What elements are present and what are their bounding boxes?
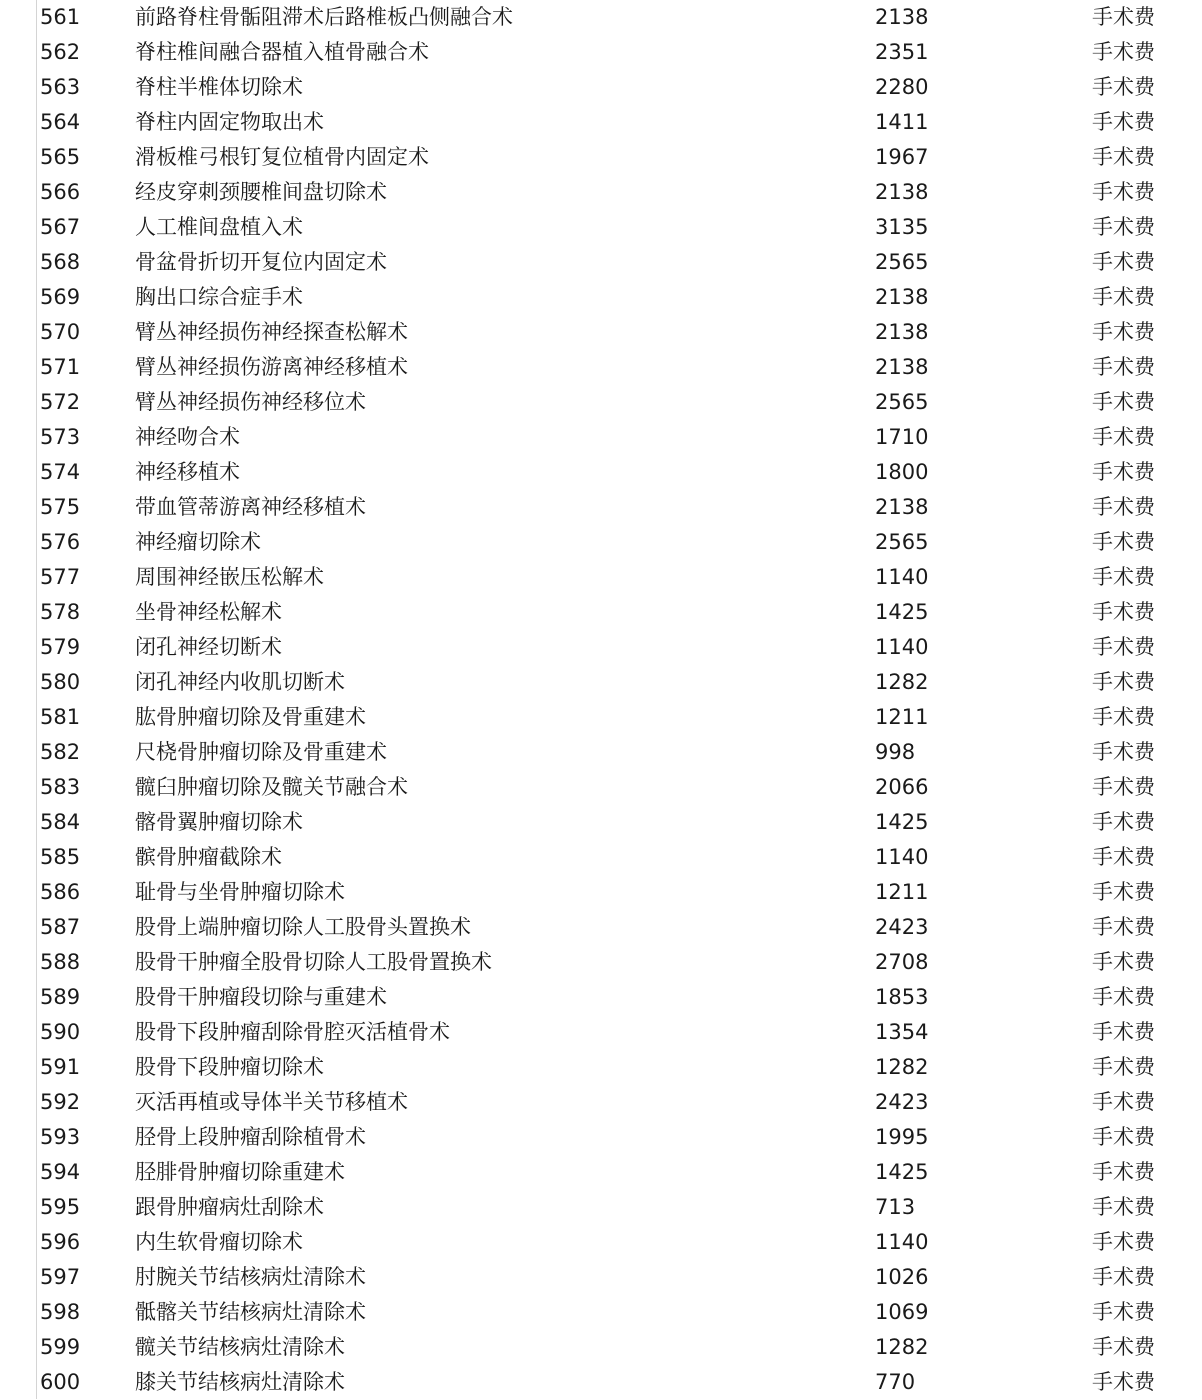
price-value: 2708 [875,950,929,974]
item-number: 583 [40,775,81,799]
procedure-name: 臂丛神经损伤游离神经移植术 [135,355,408,379]
item-number: 573 [40,425,81,449]
price-value: 3135 [875,215,929,239]
table-row [0,945,1202,980]
fee-category: 手术费 [1092,460,1155,484]
fee-category: 手术费 [1092,180,1155,204]
fee-category: 手术费 [1092,145,1155,169]
fee-category: 手术费 [1092,5,1155,29]
fee-category: 手术费 [1092,670,1155,694]
fee-category: 手术费 [1092,1335,1155,1359]
fee-category: 手术费 [1092,775,1155,799]
fee-category: 手术费 [1092,845,1155,869]
procedure-name: 髋关节结核病灶清除术 [135,1335,345,1359]
fee-category: 手术费 [1092,565,1155,589]
item-number: 590 [40,1020,81,1044]
fee-category: 手术费 [1092,390,1155,414]
procedure-name: 胸出口综合症手术 [135,285,303,309]
table-row [0,245,1202,280]
item-number: 599 [40,1335,81,1359]
price-value: 2351 [875,40,929,64]
table-row [0,1190,1202,1225]
procedure-name: 神经瘤切除术 [135,530,261,554]
procedure-name: 内生软骨瘤切除术 [135,1230,303,1254]
item-number: 577 [40,565,81,589]
fee-category: 手术费 [1092,250,1155,274]
procedure-name: 肘腕关节结核病灶清除术 [135,1265,366,1289]
table-row [0,805,1202,840]
item-number: 571 [40,355,81,379]
procedure-name: 膝关节结核病灶清除术 [135,1370,345,1394]
procedure-name: 神经移植术 [135,460,240,484]
price-value: 1211 [875,880,929,904]
table-row [0,980,1202,1015]
table-row [0,315,1202,350]
procedure-name: 脊柱内固定物取出术 [135,110,324,134]
price-value: 1282 [875,670,929,694]
table-row [0,1050,1202,1085]
price-value: 998 [875,740,916,764]
procedure-name: 闭孔神经切断术 [135,635,282,659]
price-value: 1140 [875,635,929,659]
procedure-name: 周围神经嵌压松解术 [135,565,324,589]
procedure-name: 髂骨翼肿瘤切除术 [135,810,303,834]
table-row [0,490,1202,525]
price-value: 1425 [875,600,929,624]
procedure-name: 尺桡骨肿瘤切除及骨重建术 [135,740,387,764]
procedure-name: 髋臼肿瘤切除及髋关节融合术 [135,775,408,799]
table-row [0,140,1202,175]
item-number: 591 [40,1055,81,1079]
procedure-name: 股骨干肿瘤全股骨切除人工股骨置换术 [135,950,492,974]
fee-category: 手术费 [1092,355,1155,379]
table-row [0,70,1202,105]
price-value: 1800 [875,460,929,484]
procedure-name: 神经吻合术 [135,425,240,449]
item-number: 593 [40,1125,81,1149]
item-number: 568 [40,250,81,274]
table-row [0,1085,1202,1120]
table-row [0,560,1202,595]
procedure-name: 坐骨神经松解术 [135,600,282,624]
table-row [0,840,1202,875]
table-row [0,35,1202,70]
fee-category: 手术费 [1092,1055,1155,1079]
table-row [0,350,1202,385]
table-row [0,175,1202,210]
price-value: 1282 [875,1335,929,1359]
price-value: 2565 [875,390,929,414]
item-number: 596 [40,1230,81,1254]
table-row [0,770,1202,805]
fee-category: 手术费 [1092,1370,1155,1394]
fee-category: 手术费 [1092,1160,1155,1184]
item-number: 564 [40,110,81,134]
price-value: 2565 [875,250,929,274]
table-row [0,630,1202,665]
price-value: 2066 [875,775,929,799]
item-number: 572 [40,390,81,414]
item-number: 595 [40,1195,81,1219]
procedure-name: 股骨干肿瘤段切除与重建术 [135,985,387,1009]
table-row [0,1295,1202,1330]
fee-category: 手术费 [1092,985,1155,1009]
table-row [0,700,1202,735]
price-value: 1140 [875,1230,929,1254]
item-number: 582 [40,740,81,764]
procedure-name: 臂丛神经损伤神经探查松解术 [135,320,408,344]
item-number: 581 [40,705,81,729]
item-number: 563 [40,75,81,99]
price-value: 2138 [875,5,929,29]
item-number: 585 [40,845,81,869]
price-value: 2138 [875,285,929,309]
price-value: 1140 [875,565,929,589]
price-value: 1853 [875,985,929,1009]
item-number: 586 [40,880,81,904]
procedure-name: 胫腓骨肿瘤切除重建术 [135,1160,345,1184]
fee-category: 手术费 [1092,950,1155,974]
fee-category: 手术费 [1092,1230,1155,1254]
fee-category: 手术费 [1092,530,1155,554]
procedure-name: 耻骨与坐骨肿瘤切除术 [135,880,345,904]
procedure-name: 人工椎间盘植入术 [135,215,303,239]
table-row [0,455,1202,490]
fee-category: 手术费 [1092,425,1155,449]
fee-category: 手术费 [1092,75,1155,99]
table-row [0,875,1202,910]
table-row [0,385,1202,420]
table-row [0,665,1202,700]
fee-category: 手术费 [1092,495,1155,519]
price-value: 2138 [875,495,929,519]
price-value: 2423 [875,915,929,939]
price-value: 1211 [875,705,929,729]
fee-category: 手术费 [1092,215,1155,239]
price-value: 1354 [875,1020,929,1044]
fee-category: 手术费 [1092,810,1155,834]
item-number: 569 [40,285,81,309]
table-row [0,420,1202,455]
table-row [0,1260,1202,1295]
item-number: 566 [40,180,81,204]
table-row [0,735,1202,770]
item-number: 575 [40,495,81,519]
item-number: 592 [40,1090,81,1114]
price-value: 1026 [875,1265,929,1289]
price-value: 1425 [875,810,929,834]
table-row [0,1120,1202,1155]
price-value: 1140 [875,845,929,869]
procedure-name: 股骨上端肿瘤切除人工股骨头置换术 [135,915,471,939]
price-value: 2138 [875,180,929,204]
fee-category: 手术费 [1092,600,1155,624]
item-number: 570 [40,320,81,344]
price-value: 1425 [875,1160,929,1184]
table-row [0,1015,1202,1050]
fee-category: 手术费 [1092,635,1155,659]
procedure-name: 经皮穿刺颈腰椎间盘切除术 [135,180,387,204]
price-value: 2423 [875,1090,929,1114]
price-value: 1995 [875,1125,929,1149]
fee-category: 手术费 [1092,110,1155,134]
price-value: 1710 [875,425,929,449]
procedure-name: 脊柱半椎体切除术 [135,75,303,99]
procedure-name: 骨盆骨折切开复位内固定术 [135,250,387,274]
fee-category: 手术费 [1092,1090,1155,1114]
procedure-name: 胫骨上段肿瘤刮除植骨术 [135,1125,366,1149]
fee-category: 手术费 [1092,880,1155,904]
table-row [0,525,1202,560]
procedure-name: 滑板椎弓根钉复位植骨内固定术 [135,145,429,169]
table-row [0,280,1202,315]
item-number: 580 [40,670,81,694]
fee-category: 手术费 [1092,285,1155,309]
price-value: 2138 [875,320,929,344]
fee-category: 手术费 [1092,320,1155,344]
price-value: 2138 [875,355,929,379]
price-value: 1411 [875,110,929,134]
procedure-name: 股骨下段肿瘤切除术 [135,1055,324,1079]
procedure-name: 髌骨肿瘤截除术 [135,845,282,869]
fee-category: 手术费 [1092,1300,1155,1324]
item-number: 588 [40,950,81,974]
table-row [0,1365,1202,1400]
price-value: 2565 [875,530,929,554]
item-number: 574 [40,460,81,484]
price-value: 2280 [875,75,929,99]
price-value: 1069 [875,1300,929,1324]
item-number: 578 [40,600,81,624]
item-number: 579 [40,635,81,659]
fee-category: 手术费 [1092,740,1155,764]
table-row [0,105,1202,140]
item-number: 565 [40,145,81,169]
item-number: 589 [40,985,81,1009]
procedure-name: 脊柱椎间融合器植入植骨融合术 [135,40,429,64]
item-number: 597 [40,1265,81,1289]
item-number: 567 [40,215,81,239]
item-number: 562 [40,40,81,64]
procedure-name: 前路脊柱骨骺阻滞术后路椎板凸侧融合术 [135,5,513,29]
procedure-name: 跟骨肿瘤病灶刮除术 [135,1195,324,1219]
item-number: 576 [40,530,81,554]
table-row [0,1330,1202,1365]
price-value: 713 [875,1195,916,1219]
item-number: 561 [40,5,81,29]
item-number: 600 [40,1370,81,1394]
procedure-name: 带血管蒂游离神经移植术 [135,495,366,519]
procedure-name: 骶髂关节结核病灶清除术 [135,1300,366,1324]
table-row [0,210,1202,245]
price-value: 770 [875,1370,916,1394]
fee-category: 手术费 [1092,40,1155,64]
price-value: 1282 [875,1055,929,1079]
fee-category: 手术费 [1092,1195,1155,1219]
table-row [0,1155,1202,1190]
fee-category: 手术费 [1092,705,1155,729]
item-number: 594 [40,1160,81,1184]
procedure-name: 肱骨肿瘤切除及骨重建术 [135,705,366,729]
table-row [0,595,1202,630]
procedure-name: 臂丛神经损伤神经移位术 [135,390,366,414]
fee-category: 手术费 [1092,1265,1155,1289]
item-number: 584 [40,810,81,834]
table-row [0,0,1202,35]
fee-category: 手术费 [1092,915,1155,939]
item-number: 598 [40,1300,81,1324]
item-number: 587 [40,915,81,939]
price-value: 1967 [875,145,929,169]
procedure-name: 灭活再植或导体半关节移植术 [135,1090,408,1114]
fee-category: 手术费 [1092,1125,1155,1149]
procedure-name: 股骨下段肿瘤刮除骨腔灭活植骨术 [135,1020,450,1044]
table-row [0,910,1202,945]
table-row [0,1225,1202,1260]
fee-category: 手术费 [1092,1020,1155,1044]
procedure-name: 闭孔神经内收肌切断术 [135,670,345,694]
